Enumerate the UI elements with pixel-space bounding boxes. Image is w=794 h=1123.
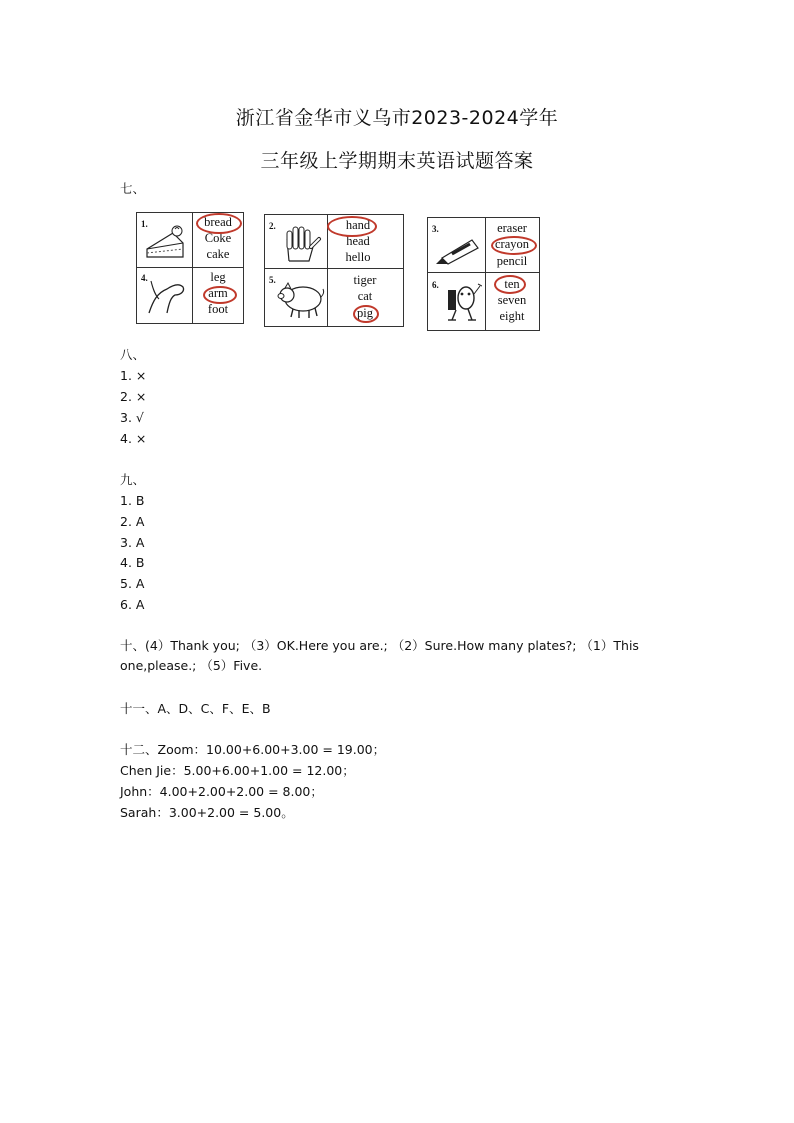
section8-answer: 2. × <box>120 389 147 404</box>
word-foot: foot <box>207 302 229 316</box>
item-number: 5. <box>269 275 276 285</box>
word-crayon: crayon <box>494 237 529 251</box>
pig-icon <box>275 275 327 321</box>
crayon-icon <box>432 232 482 266</box>
section9-answer: 1. B <box>120 493 145 508</box>
section12-line: Chen Jie：5.00+6.00+1.00 = 12.00； <box>120 763 355 778</box>
section8-answer: 1. × <box>120 368 147 383</box>
section9-answer: 2. A <box>120 514 145 529</box>
section8-answer: 3. √ <box>120 410 144 425</box>
section10-answers: 十、(4）Thank you; （3）OK.Here you are.; （2）Sure.How many plates?; （1）This one,please.; （5）Five. <box>120 638 639 673</box>
word-tiger: tiger <box>353 273 377 287</box>
section9-answer: 5. A <box>120 576 145 591</box>
answer-circle <box>353 305 379 323</box>
section7-heading: 七、 <box>120 181 146 196</box>
item-number: 4. <box>141 273 148 283</box>
number-ten-character-icon <box>442 276 482 324</box>
section9-answer: 3. A <box>120 535 145 550</box>
word-pencil: pencil <box>496 254 528 268</box>
picture-group-1 <box>136 212 244 324</box>
word-arm: arm <box>208 286 228 300</box>
word-ten: ten <box>504 277 520 291</box>
page-title-line2: 三年级上学期期末英语试题答案 <box>260 150 534 172</box>
word-hello: hello <box>345 250 371 264</box>
item-number: 3. <box>432 224 439 234</box>
answer-circle <box>491 236 537 255</box>
section11-answers: 十一、A、D、C、F、E、B <box>120 701 271 716</box>
word-eraser: eraser <box>497 221 527 235</box>
section8-answer: 4. × <box>120 431 147 446</box>
word-head: head <box>346 234 370 248</box>
section12-line: John：4.00+2.00+2.00 = 8.00； <box>120 784 323 799</box>
word-cat: cat <box>357 289 373 303</box>
item-number: 1. <box>141 219 148 229</box>
picture-group-2 <box>264 214 404 327</box>
item-number: 6. <box>432 280 439 290</box>
item-number: 2. <box>269 221 276 231</box>
arm-icon <box>143 273 189 319</box>
answer-circle <box>196 213 242 234</box>
word-seven: seven <box>497 293 527 307</box>
section9-answer: 4. B <box>120 555 145 570</box>
page-title-line1: 浙江省金华市义乌市2023-2024学年 <box>235 107 559 129</box>
cake-icon <box>143 223 189 263</box>
word-coke: Coke <box>204 231 232 245</box>
word-bread: bread <box>204 215 232 229</box>
section12-line: 十二、Zoom：10.00+6.00+3.00 = 19.00； <box>120 742 386 757</box>
word-eight: eight <box>499 309 525 323</box>
section8-heading: 八、 <box>120 347 146 362</box>
section9-heading: 九、 <box>120 472 146 487</box>
answer-circle <box>203 286 237 304</box>
section9-answer: 6. A <box>120 597 145 612</box>
answer-circle <box>327 216 377 237</box>
section12-line: Sarah：3.00+2.00 = 5.00。 <box>120 805 294 820</box>
picture-group-3 <box>427 217 540 331</box>
answer-circle <box>494 275 526 294</box>
word-cake: cake <box>206 247 230 261</box>
word-hand: hand <box>345 218 371 232</box>
word-leg: leg <box>210 270 226 284</box>
hand-icon <box>279 221 323 265</box>
word-pig: pig <box>357 306 373 320</box>
